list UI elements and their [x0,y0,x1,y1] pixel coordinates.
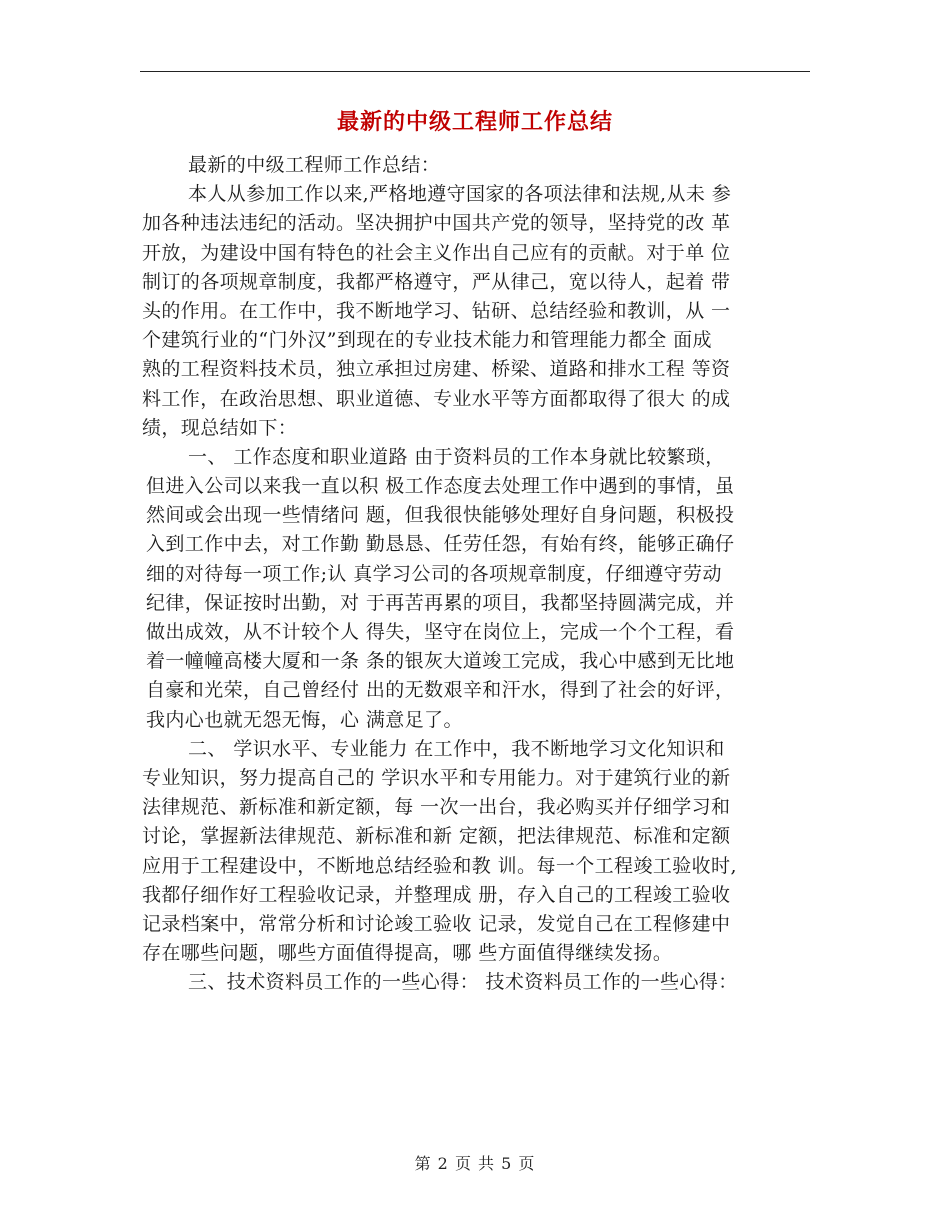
paragraph-line: 细的对待每一项工作;认 真学习公司的各项规章制度，仔细遵守劳动 [146,562,722,585]
paragraph-line: 纪律，保证按时出勤，对 于再苦再累的项目，我都坚持圆满完成，并 [146,591,735,614]
paragraph-line: 法律规范、新标准和新定额，每 一次一出台，我必购买并仔细学习和 [142,796,731,819]
paragraph-line: 绩，现总结如下： [142,416,298,439]
paragraph-line: 一、 工作态度和职业道路 由于资料员的工作本身就比较繁琐， [188,445,725,468]
paragraph-line: 熟的工程资料技术员，独立承担过房建、桥梁、道路和排水工程 等资 [142,358,731,381]
paragraph-line: 讨论，掌握新法律规范、新标准和新 定额，把法律规范、标准和定额 [142,825,731,848]
paragraph-line: 然间或会出现一些情绪问 题，但我很快能够处理好自身问题，积极投 [146,504,735,527]
paragraph-line: 制订的各项规章制度，我都严格遵守，严从律己，宽以待人，起着 带 [142,270,731,293]
paragraph-line: 着一幢幢高楼大厦和一条 条的银灰大道竣工完成，我心中感到无比地 [146,650,735,673]
paragraph-line: 做出成效，从不计较个人 得失，坚守在岗位上，完成一个个工程，看 [146,621,735,643]
paragraph-line: 最新的中级工程师工作总结： [188,154,441,176]
paragraph-line: 自豪和光荣，自己曾经付 出的无数艰辛和汗水，得到了社会的好评， [146,679,735,702]
paragraph-line: 我内心也就无怨无悔，心 满意足了。 [146,708,463,731]
document-title: 最新的中级工程师工作总结 [336,110,613,135]
paragraph-line: 专业知识，努力提高自己的 学识水平和专用能力。对于建筑行业的新 [142,766,731,789]
paragraph-line: 二、 学识水平、专业能力 在工作中，我不断地学习文化知识和 [188,737,725,760]
paragraph-line: 我都仔细作好工程验收记录，并整理成 册，存入自己的工程竣工验收 [142,883,731,906]
header-rule [140,71,810,72]
paragraph-line: 本人从参加工作以来,严格地遵守国家的各项法律和法规,从未 参 [188,183,732,206]
paragraph-line: 加各种违法违纪的活动。坚决拥护中国共产党的领导，坚持党的改 革 [142,212,731,235]
paragraph-line: 头的作用。在工作中，我不断地学习、钻研、总结经验和教训，从 一 [142,299,731,322]
page-number-footer: 第 2 页 共 5 页 [414,1154,536,1173]
paragraph-line: 存在哪些问题，哪些方面值得提高，哪 些方面值得继续发扬。 [142,942,673,965]
paragraph-line: 开放，为建设中国有特色的社会主义作出自己应有的贡献。对于单 位 [142,241,731,264]
paragraph-line: 但进入公司以来我一直以积 极工作态度去处理工作中遇到的事情，虽 [146,475,735,498]
paragraph-line: 料工作，在政治思想、职业道德、专业水平等方面都取得了很大 的成 [142,387,731,410]
paragraph-line: 记录档案中，常常分析和讨论竣工验收 记录，发觉自己在工程修建中 [142,912,731,935]
paragraph-line: 个建筑行业的“门外汉”到现在的专业技术能力和管理能力都全 面成 [142,329,712,352]
paragraph-line: 应用于工程建设中，不断地总结经验和教 训。每一个工程竣工验收时, [142,854,737,877]
paragraph-line: 三、技术资料员工作的一些心得： 技术资料员工作的一些心得： [188,971,738,994]
paragraph-line: 入到工作中去，对工作勤 勤恳恳、任劳任怨，有始有终，能够正确仔 [146,533,735,556]
body-text [142,151,814,997]
